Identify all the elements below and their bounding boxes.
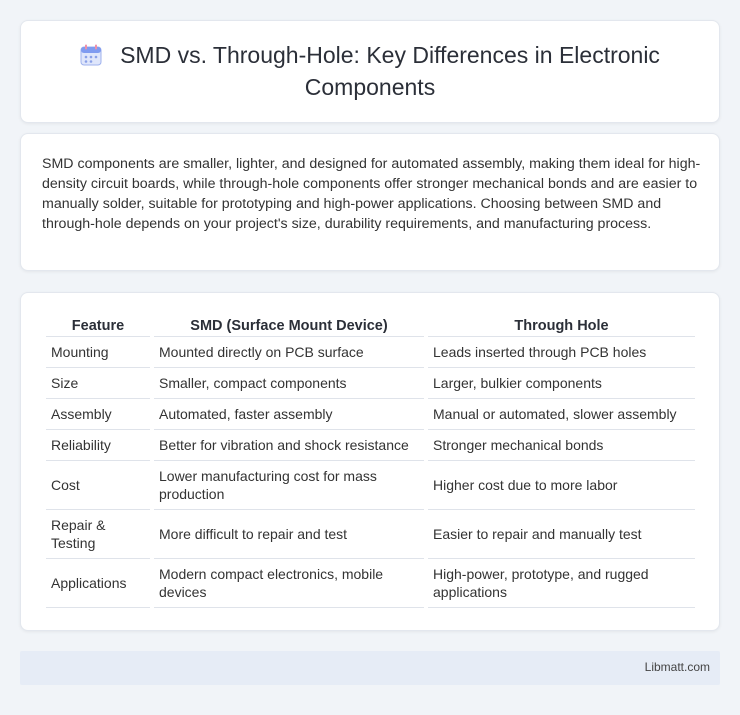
page-title [61, 41, 679, 102]
through-hole-cell: High-power, prototype, and rugged applications [428, 559, 695, 608]
smd-cell: Automated, faster assembly [154, 399, 424, 430]
comparison-table [42, 316, 699, 608]
table-row [46, 399, 695, 430]
through-hole-cell: Stronger mechanical bonds [428, 430, 695, 461]
title-wrap [21, 21, 719, 122]
header-smd: SMD (Surface Mount Device) [154, 316, 424, 337]
comparison-table-card [20, 292, 720, 631]
feature-cell: Size [46, 368, 150, 399]
smd-cell: Better for vibration and shock resistance [154, 430, 424, 461]
smd-cell: Mounted directly on PCB surface [154, 337, 424, 368]
table-header-row [46, 316, 695, 337]
feature-cell: Mounting [46, 337, 150, 368]
header-through-hole: Through Hole [428, 316, 695, 337]
table-row [46, 461, 695, 510]
through-hole-cell: Manual or automated, slower assembly [428, 399, 695, 430]
header-card [20, 20, 720, 123]
table-row [46, 559, 695, 608]
page-title-text: SMD vs. Through-Hole: Key Differences in Electronic Components [120, 42, 660, 100]
smd-cell: Smaller, compact components [154, 368, 424, 399]
smd-cell: More difficult to repair and test [154, 510, 424, 559]
feature-cell: Reliability [46, 430, 150, 461]
through-hole-cell: Leads inserted through PCB holes [428, 337, 695, 368]
calendar-icon [80, 44, 102, 73]
header-feature: Feature [46, 316, 150, 337]
smd-cell: Lower manufacturing cost for mass production [154, 461, 424, 510]
table-row [46, 510, 695, 559]
summary-card [20, 133, 720, 271]
smd-cell: Modern compact electronics, mobile devices [154, 559, 424, 608]
summary-text: SMD components are smaller, lighter, and designed for automated assembly, making them ideal for high-density circuit boards, while through-hole components offer stronger mechanical bonds and are easier to manually solder, suitable for prototyping and high-power applications. Choosing between SMD and through-hole depends on your project's size, durability requirements, and manufacturing process. [42, 156, 701, 232]
table-row [46, 337, 695, 368]
table-row [46, 430, 695, 461]
through-hole-cell: Easier to repair and manually test [428, 510, 695, 559]
footer [20, 651, 720, 685]
footer-site-link[interactable]: Libmatt.com [644, 660, 710, 674]
feature-cell: Applications [46, 559, 150, 608]
table-row [46, 368, 695, 399]
through-hole-cell: Higher cost due to more labor [428, 461, 695, 510]
feature-cell: Cost [46, 461, 150, 510]
feature-cell: Repair & Testing [46, 510, 150, 559]
through-hole-cell: Larger, bulkier components [428, 368, 695, 399]
feature-cell: Assembly [46, 399, 150, 430]
